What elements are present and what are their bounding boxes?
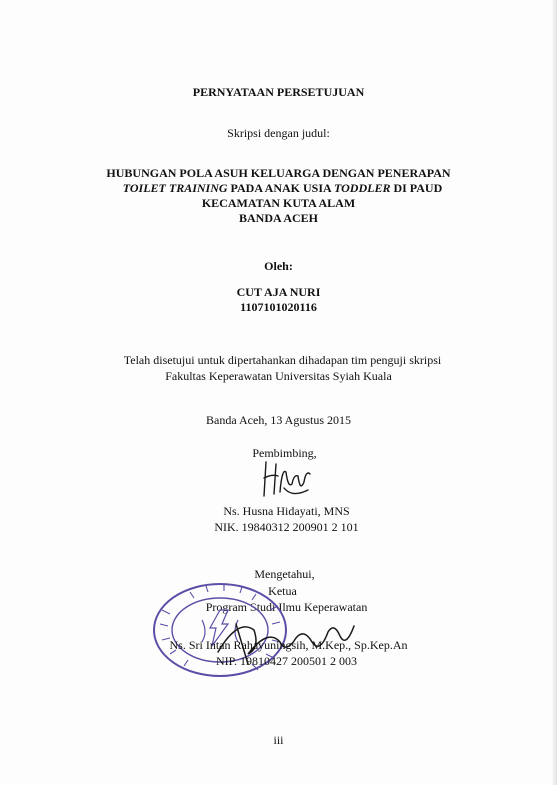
acknowledged-label: Mengetahui, (254, 567, 315, 581)
supervisor-nik: NIK. 19840312 200901 2 101 (214, 520, 359, 534)
approval-line2: Fakultas Keperawatan Universitas Syiah Kuala (165, 369, 392, 383)
program-label: Program Studi Ilmu Keperawatan (205, 600, 368, 614)
thesis-title-normal: PADA ANAK USIA (227, 181, 335, 195)
thesis-title-line3: KECAMATAN KUTA ALAM (201, 196, 356, 210)
approval-line1: Telah disetujui untuk dipertahankan dihadapan tim penguji skripsi (123, 353, 442, 367)
page-heading: PERNYATAAN PERSETUJUAN (192, 85, 365, 99)
thesis-title-line1: HUBUNGAN POLA ASUH KELUARGA DENGAN PENERAPAN (106, 166, 451, 180)
thesis-title-line4: BANDA ACEH (238, 211, 318, 225)
thesis-title-end: DI PAUD (390, 181, 443, 195)
thesis-title-italic-b: TODDLER (334, 181, 391, 195)
place-date: Banda Aceh, 13 Agustus 2015 (206, 413, 351, 427)
author-name: CUT AJA NURI (236, 285, 321, 299)
thesis-title-line2 (4, 181, 557, 196)
by-label: Oleh: (264, 259, 293, 273)
supervisor-name: Ns. Husna Hidayati, MNS (223, 504, 350, 518)
supervisor-signature (258, 458, 314, 500)
chair-nip: NIP. 19810427 200501 2 003 (215, 654, 357, 668)
subheading: Skripsi dengan judul: (227, 126, 330, 140)
supervisor-label: Pembimbing, (252, 446, 317, 460)
author-id: 1107101020116 (240, 300, 317, 314)
chair-label: Ketua (268, 584, 297, 598)
chair-name: Ns. Sri Intan Rahayuningsih, M.Kep., Sp.Kep.An (169, 638, 408, 652)
page-number: iii (273, 733, 284, 747)
thesis-title-italic-a: TOILET TRAINING (122, 181, 228, 195)
